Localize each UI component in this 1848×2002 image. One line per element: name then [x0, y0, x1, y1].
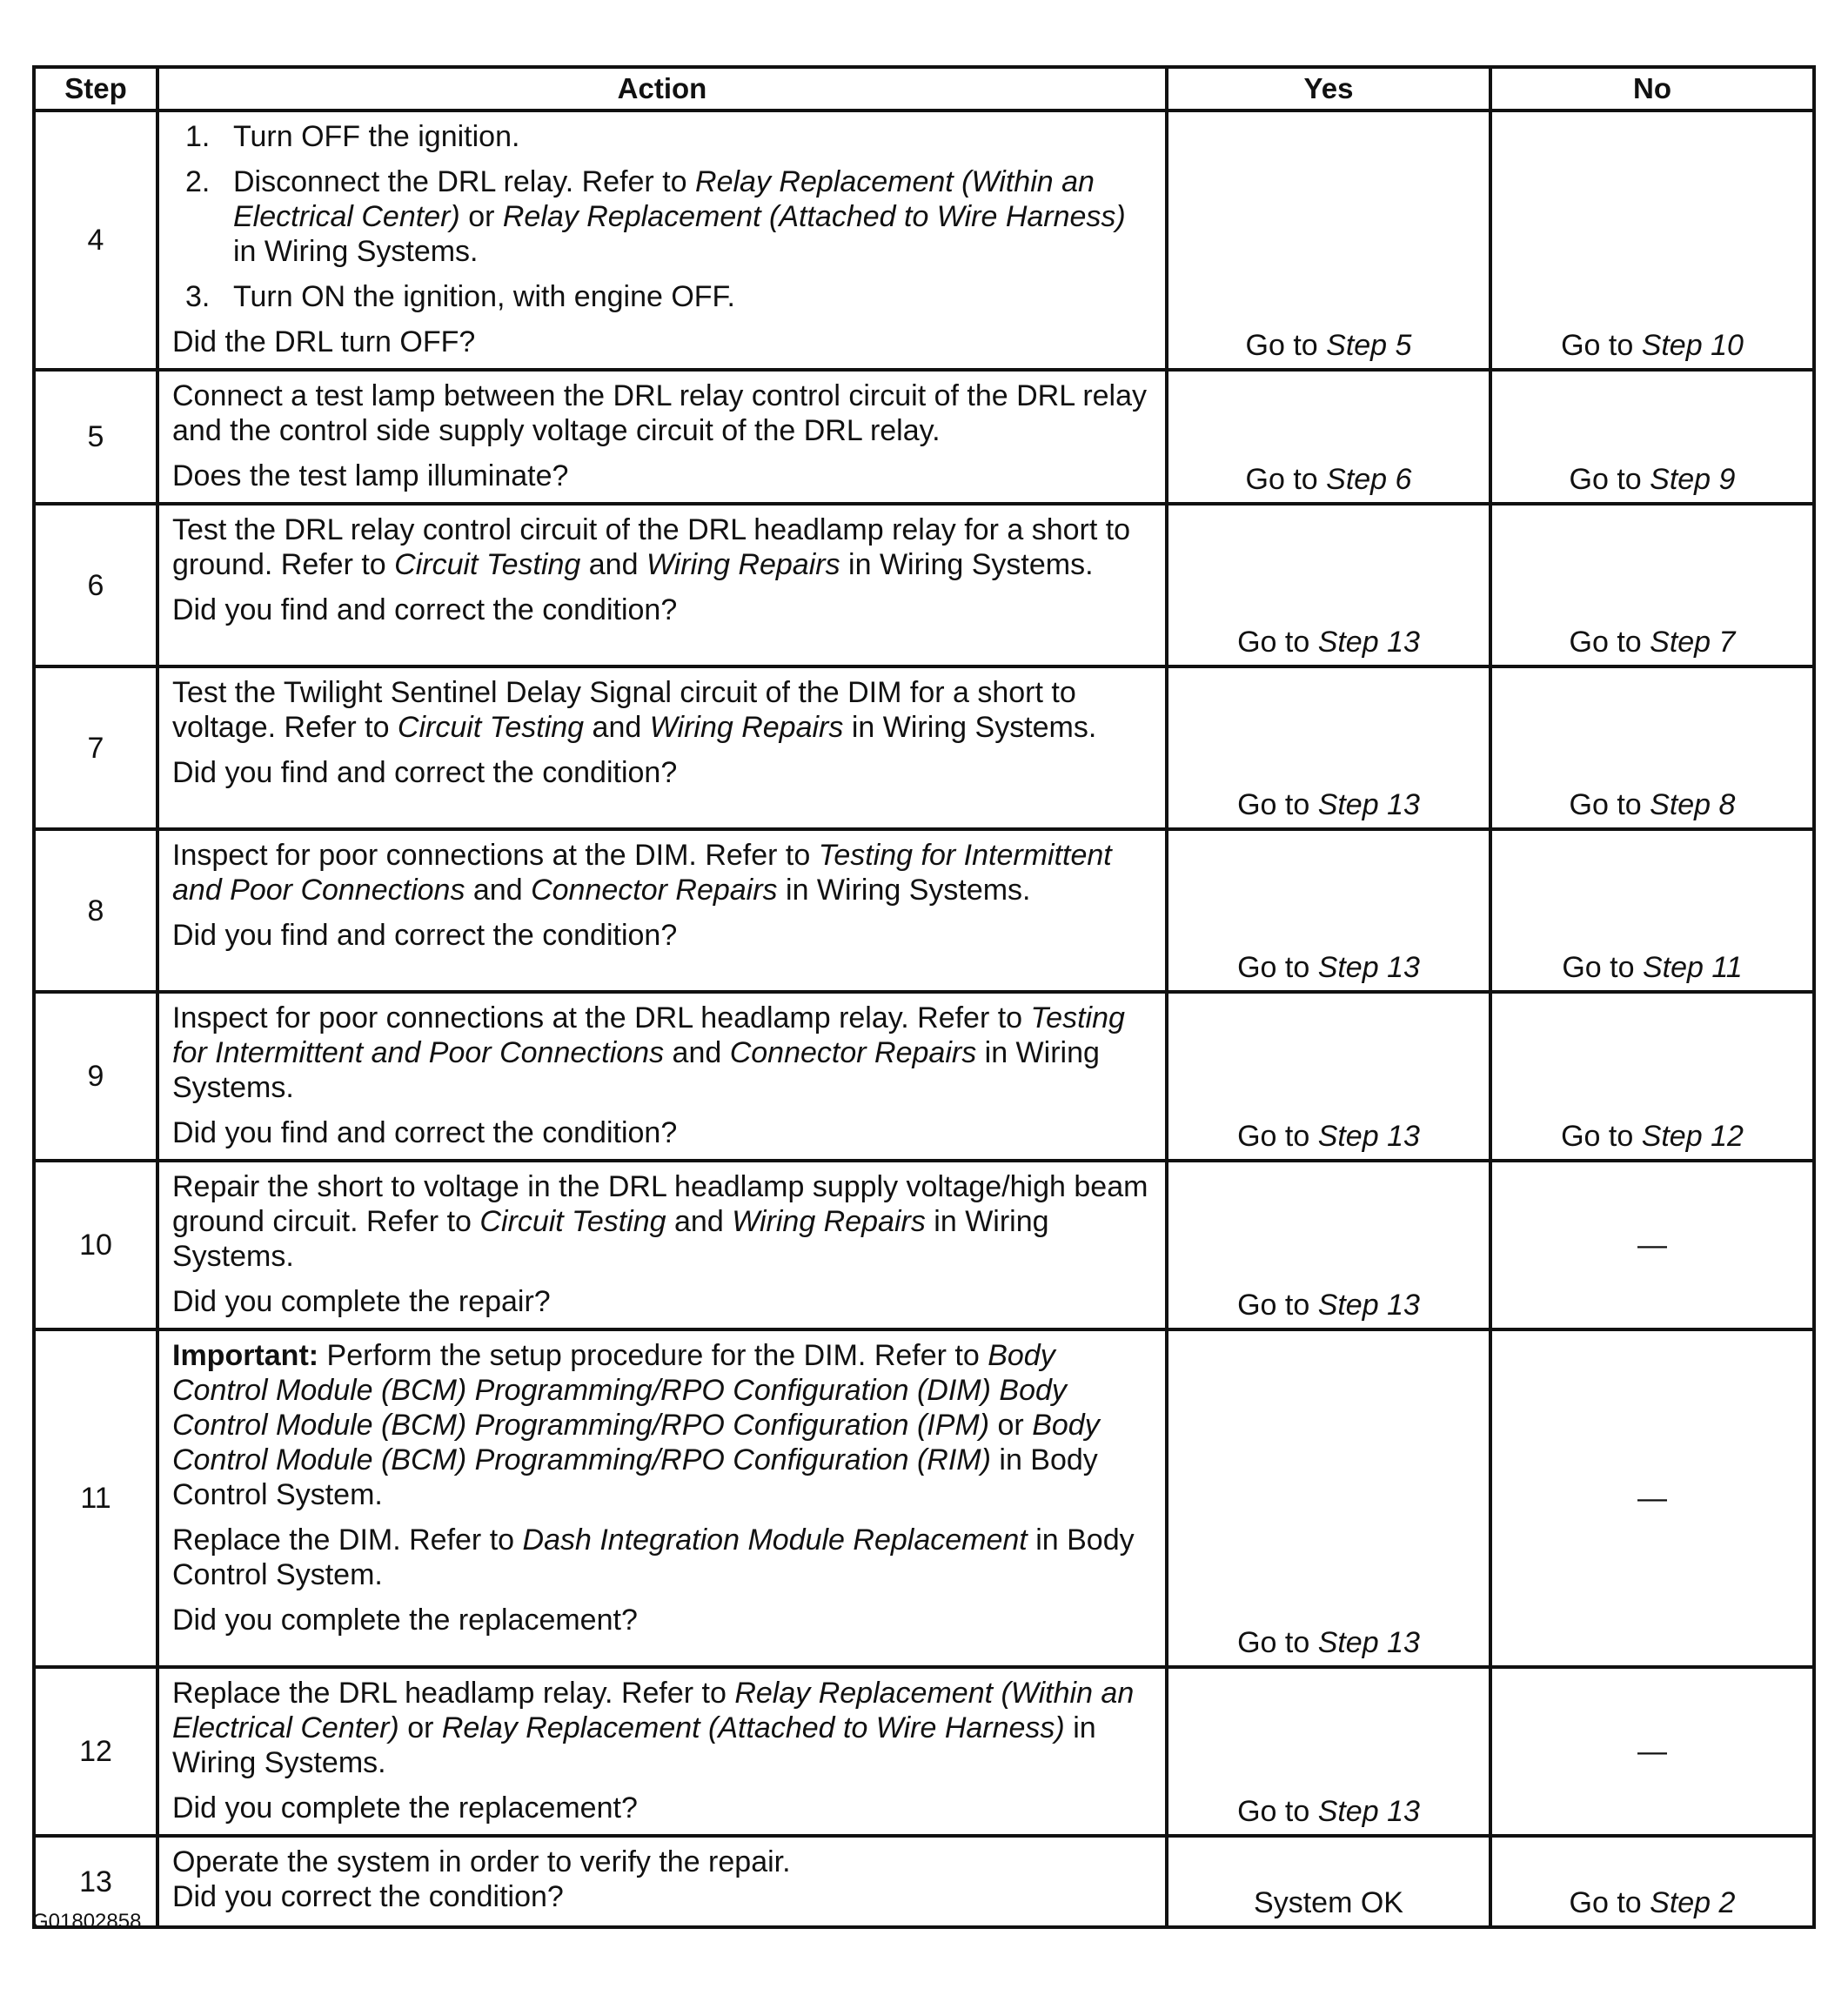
step-reference: Step 13: [1317, 788, 1420, 821]
step-reference: Step 11: [1642, 951, 1743, 984]
reference-link: Circuit Testing: [479, 1205, 666, 1238]
action-text: Replace the DIM. Refer to: [172, 1523, 523, 1557]
action-cell: [157, 504, 1167, 666]
instruction: [172, 512, 1156, 582]
action-text: in Wiring Systems.: [172, 1711, 1096, 1779]
figure-id: G01802858: [32, 1910, 142, 1933]
action-text: Disconnect the DRL relay. Refer to: [233, 165, 696, 198]
table-row: [34, 992, 1814, 1161]
action-cell: [157, 829, 1167, 992]
action-text: Operate the system in order to verify the repair.: [172, 1845, 791, 1878]
no-answer: [1490, 666, 1814, 829]
instruction: [172, 378, 1156, 448]
question: Does the test lamp illuminate?: [172, 459, 569, 492]
reference-link: Wiring Repairs: [732, 1205, 926, 1238]
answer-prefix: Go to: [1569, 626, 1650, 659]
step-reference: Step 13: [1317, 626, 1420, 659]
action-text: Turn OFF the ignition.: [233, 120, 520, 153]
numbered-instruction: [172, 164, 1156, 269]
answer-prefix: Go to: [1569, 1886, 1650, 1919]
question: Did you complete the repair?: [172, 1285, 551, 1318]
table-row: [34, 504, 1814, 666]
action-header: Action: [157, 67, 1167, 110]
action-cell: [157, 110, 1167, 370]
item-text: [233, 279, 735, 314]
step-reference: Step 12: [1641, 1120, 1744, 1153]
yes-answer: [1167, 829, 1490, 992]
step-reference: Step 10: [1641, 329, 1744, 362]
yes-answer: [1167, 110, 1490, 370]
reference-link: Body Control Module (BCM) Programming/RPO Configuration (DIM) Body Control Module (BCM) Programming/RPO Configuration (IPM): [172, 1339, 1067, 1442]
yes-answer: [1167, 1836, 1490, 1927]
question: Did you complete the replacement?: [172, 1791, 638, 1825]
no-answer: [1490, 1836, 1814, 1927]
answer-prefix: Go to: [1237, 1795, 1318, 1828]
action-text: in Wiring Systems.: [777, 874, 1031, 907]
table-row: [34, 370, 1814, 504]
action-text: Perform the setup procedure for the DIM. Refer to: [318, 1339, 988, 1372]
step-number: 5: [34, 370, 157, 504]
question: Did you find and correct the condition?: [172, 756, 678, 789]
action-text: Turn ON the ignition, with engine OFF.: [233, 280, 736, 313]
important-label: Important:: [172, 1339, 319, 1372]
item-number: 3.: [185, 280, 211, 313]
answer-prefix: Go to: [1569, 463, 1650, 496]
diagnostic-table: [32, 65, 1816, 1929]
answer-prefix: Go to: [1237, 1289, 1318, 1322]
yes-answer: [1167, 992, 1490, 1161]
action-cell: [157, 1667, 1167, 1836]
question: Did you find and correct the condition?: [172, 1116, 678, 1149]
reference-link: Relay Replacement (Within an Electrical Center): [233, 165, 1095, 233]
answer-prefix: Go to: [1237, 788, 1318, 821]
action-text: and: [584, 711, 650, 744]
step-number: 4: [34, 110, 157, 370]
action-text: in Wiring Systems.: [843, 711, 1097, 744]
action-text: or: [398, 1711, 442, 1744]
action-cell: [157, 1836, 1167, 1927]
action-cell: [157, 992, 1167, 1161]
reference-link: Circuit Testing: [394, 548, 581, 581]
instruction: [172, 1169, 1156, 1274]
question: Did you find and correct the condition?: [172, 919, 678, 952]
numbered-instruction: [172, 119, 1156, 154]
instruction: [172, 838, 1156, 907]
yes-answer: [1167, 504, 1490, 666]
question: Did you correct the condition?: [172, 1880, 564, 1913]
instruction: [172, 1523, 1156, 1592]
step-reference: Step 13: [1317, 1795, 1420, 1828]
step-reference: Step 13: [1317, 1120, 1420, 1153]
answer-text: System OK: [1254, 1886, 1403, 1919]
action-cell: [157, 1329, 1167, 1667]
step-header: Step: [34, 67, 157, 110]
no-answer: [1490, 1161, 1814, 1329]
table-row: [34, 1836, 1814, 1927]
step-reference: Step 7: [1650, 626, 1736, 659]
no-answer: [1490, 370, 1814, 504]
step-reference: Step 6: [1326, 463, 1412, 496]
yes-header: Yes: [1167, 67, 1490, 110]
question: Did the DRL turn OFF?: [172, 325, 476, 358]
reference-link: Relay Replacement (Within an Electrical Center): [172, 1677, 1135, 1744]
reference-link: Circuit Testing: [397, 711, 585, 744]
question: Did you complete the replacement?: [172, 1604, 638, 1637]
action-text: in Wiring Systems.: [233, 235, 479, 268]
answer-prefix: Go to: [1237, 1626, 1318, 1659]
yes-answer: [1167, 370, 1490, 504]
action-text: and: [580, 548, 646, 581]
answer-prefix: Go to: [1562, 951, 1643, 984]
answer-prefix: Go to: [1569, 788, 1650, 821]
instruction: [172, 675, 1156, 745]
item-text: [233, 119, 519, 154]
table-row: [34, 1667, 1814, 1836]
table-row: [34, 1161, 1814, 1329]
reference-link: Connector Repairs: [531, 874, 778, 907]
instruction: [172, 1845, 1156, 1879]
table-row: [34, 829, 1814, 992]
action-text: in Wiring Systems.: [172, 1036, 1100, 1104]
step-reference: Step 8: [1650, 788, 1736, 821]
reference-link: Relay Replacement (Attached to Wire Harness): [502, 200, 1126, 233]
table-row: [34, 1329, 1814, 1667]
answer-text: —: [1637, 1735, 1667, 1768]
important-note: [172, 1338, 1156, 1512]
yes-answer: [1167, 1161, 1490, 1329]
step-reference: Step 13: [1317, 951, 1420, 984]
no-header: No: [1490, 67, 1814, 110]
answer-text: —: [1637, 1482, 1667, 1515]
yes-answer: [1167, 1329, 1490, 1667]
answer-prefix: Go to: [1237, 626, 1318, 659]
instruction: [172, 1676, 1156, 1780]
action-cell: [157, 1161, 1167, 1329]
no-answer: [1490, 1667, 1814, 1836]
action-text: Inspect for poor connections at the DIM. Refer to: [172, 839, 819, 872]
item-text: [233, 164, 1156, 269]
step-number: 6: [34, 504, 157, 666]
step-number: 7: [34, 666, 157, 829]
action-text: in Wiring Systems.: [172, 1205, 1049, 1273]
no-answer: [1490, 992, 1814, 1161]
step-reference: Step 5: [1326, 329, 1412, 362]
reference-link: Wiring Repairs: [649, 711, 844, 744]
step-number: 11: [34, 1329, 157, 1667]
action-cell: [157, 666, 1167, 829]
answer-prefix: Go to: [1245, 463, 1327, 496]
action-text: in Wiring Systems.: [840, 548, 1094, 581]
action-text: in Body Control System.: [172, 1523, 1135, 1591]
item-number: 1.: [185, 120, 211, 153]
yes-answer: [1167, 666, 1490, 829]
action-cell: [157, 370, 1167, 504]
step-number: 13: [34, 1836, 157, 1927]
action-text: and: [664, 1036, 730, 1069]
answer-prefix: Go to: [1237, 1120, 1318, 1153]
step-reference: Step 13: [1317, 1289, 1420, 1322]
step-reference: Step 13: [1317, 1626, 1420, 1659]
action-text: and: [465, 874, 532, 907]
step-number: 10: [34, 1161, 157, 1329]
action-text: Test the Twilight Sentinel Delay Signal circuit of the DIM for a short to voltage. Refer to: [172, 676, 1076, 744]
table-row: [34, 110, 1814, 370]
step-number: 9: [34, 992, 157, 1161]
header-row: [34, 67, 1814, 110]
reference-link: Relay Replacement (Attached to Wire Harness): [441, 1711, 1065, 1744]
action-text: Connect a test lamp between the DRL relay control circuit of the DRL relay and the control side supply voltage circuit of the DRL relay.: [172, 379, 1148, 447]
action-text: Test the DRL relay control circuit of the DRL headlamp relay for a short to ground. Refer to: [172, 513, 1131, 581]
no-answer: [1490, 829, 1814, 992]
table-row: [34, 666, 1814, 829]
no-answer: [1490, 1329, 1814, 1667]
action-text: or: [989, 1409, 1033, 1442]
step-number: 12: [34, 1667, 157, 1836]
step-number: 8: [34, 829, 157, 992]
action-text: Repair the short to voltage in the DRL headlamp supply voltage/high beam ground circuit. Refer to: [172, 1170, 1148, 1238]
reference-link: Dash Integration Module Replacement: [522, 1523, 1028, 1557]
reference-link: Wiring Repairs: [646, 548, 840, 581]
no-answer: [1490, 110, 1814, 370]
action-text: or: [459, 200, 503, 233]
question: Did you find and correct the condition?: [172, 593, 678, 626]
reference-link: Connector Repairs: [729, 1036, 977, 1069]
reference-link: Body Control Module (BCM) Programming/RPO Configuration (RIM): [172, 1409, 1100, 1476]
action-text: Replace the DRL headlamp relay. Refer to: [172, 1677, 735, 1710]
numbered-instruction: [172, 279, 1156, 314]
instruction: [172, 1001, 1156, 1105]
action-text: in Body Control System.: [172, 1443, 1098, 1511]
reference-link: Testing for Intermittent and Poor Connections: [172, 839, 1112, 907]
action-text: and: [666, 1205, 733, 1238]
step-reference: Step 9: [1650, 463, 1736, 496]
yes-answer: [1167, 1667, 1490, 1836]
answer-text: —: [1637, 1229, 1667, 1262]
item-number: 2.: [185, 165, 211, 198]
answer-prefix: Go to: [1245, 329, 1327, 362]
answer-prefix: Go to: [1237, 951, 1318, 984]
action-text: Inspect for poor connections at the DRL headlamp relay. Refer to: [172, 1001, 1031, 1034]
answer-prefix: Go to: [1561, 1120, 1642, 1153]
no-answer: [1490, 504, 1814, 666]
step-reference: Step 2: [1650, 1886, 1736, 1919]
reference-link: Testing for Intermittent and Poor Connections: [172, 1001, 1125, 1069]
answer-prefix: Go to: [1561, 329, 1642, 362]
